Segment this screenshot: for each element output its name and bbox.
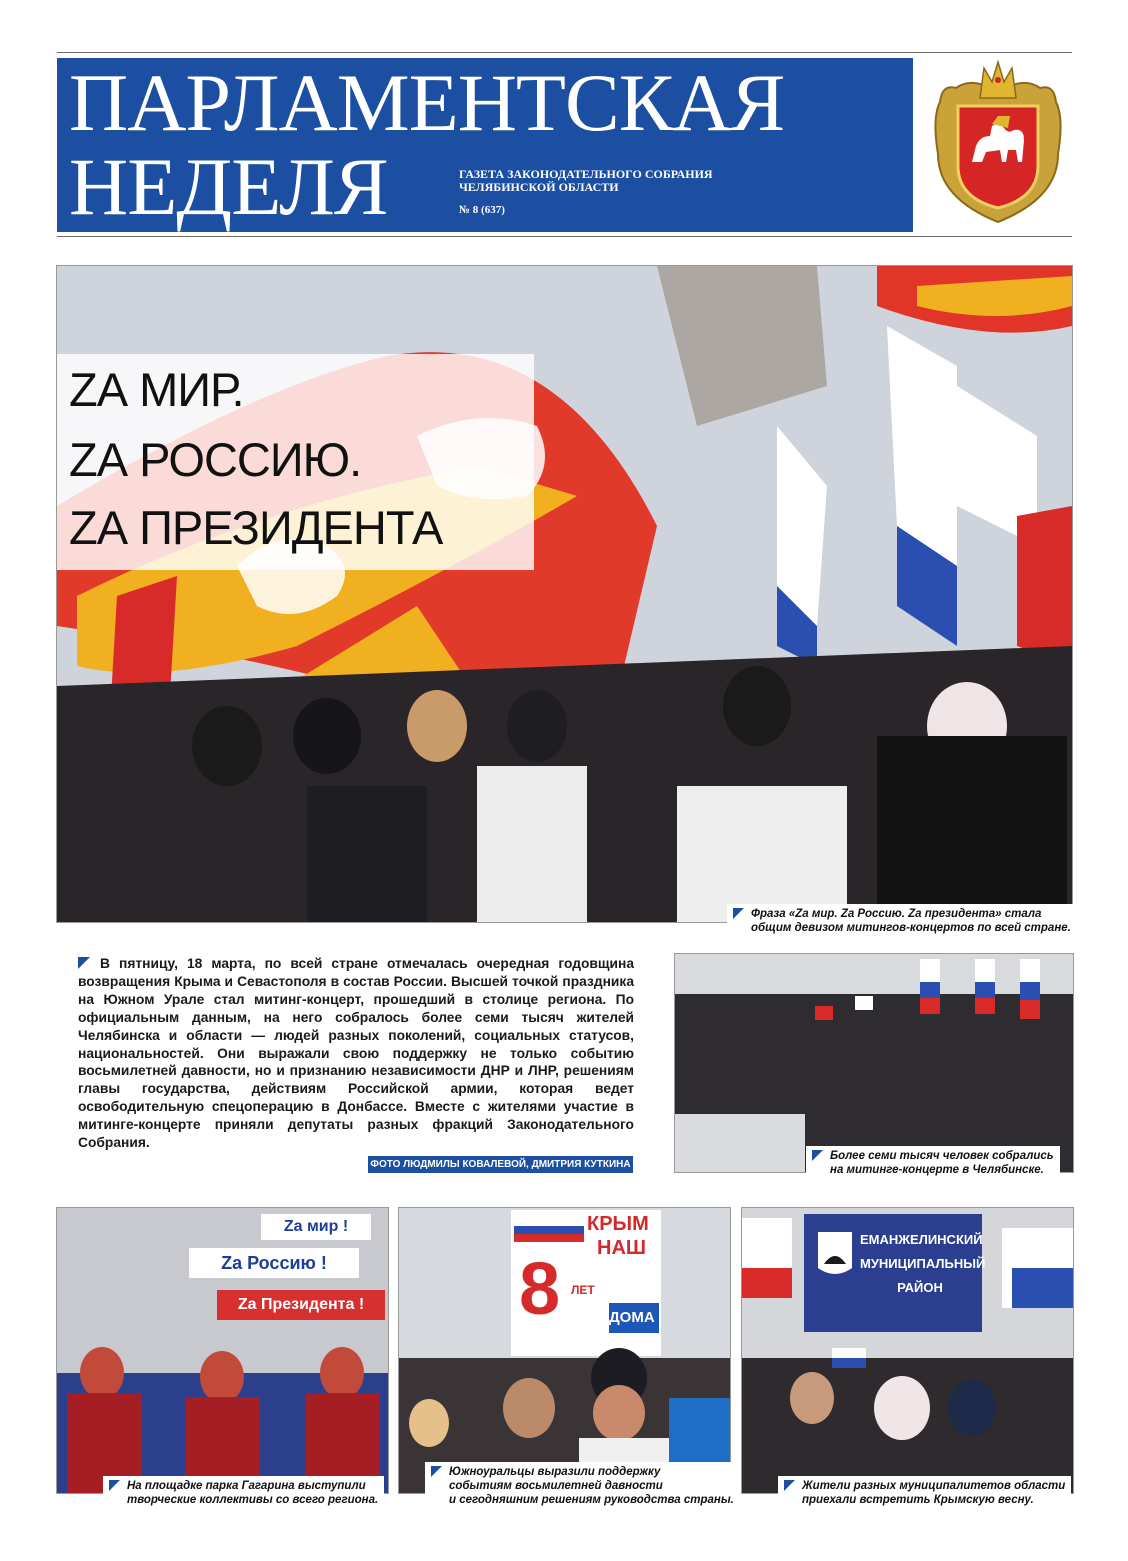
support-caption [425,1462,740,1510]
caption-line: Жители разных муниципалитетов области [802,1480,1066,1492]
crimea-banner-word: ЛЕТ [571,1283,595,1297]
masthead-subtitle-line2: ЧЕЛЯБИНСКОЙ ОБЛАСТИ [459,180,619,194]
district-banner-line: РАЙОН [897,1280,943,1295]
crowd-photo-art [675,954,1073,1172]
caption-marker-icon [733,908,744,919]
masthead-title-line2: НЕДЕЛЯ [69,141,388,232]
headline-box [57,354,534,570]
stage-banner-line: Zа Россию ! [189,1248,359,1278]
caption-line: творческие коллективы со всего региона. [127,1494,379,1506]
masthead [57,58,913,232]
issue-number: № 8 (637) [459,204,505,216]
hero-caption [727,904,1077,938]
singers-art [57,1333,388,1493]
caption-line: и сегодняшним решениям руководства страны. [449,1494,734,1506]
crimea-banner-number: 8 [519,1247,561,1330]
crowd-caption [806,1146,1060,1180]
crimea-banner-word: НАШ [597,1237,646,1259]
support-photo [398,1207,731,1494]
lead-text: В пятницу, 18 марта, по всей стране отмечалась очередная годовщина возвращения Крыма и Севастополя в состав России. Высшей точкой праздника на Южном Урале стал митинг-концерт, прошедший в столице региона. По официальным данным, на него собралось более семи тысяч жителей Челябинска и области — людей разных поколений, социальных статусов, национальностей. Они выражали свою поддержку не только событию восьмилетней давности, но и признанию независимости ДНР и ЛНР, решениям главы государства, действиям Российской армии, которая ведет освободительную спецоперацию в Донбассе. Вместе с жителями участие в митинге-концерте приняли депутаты разных фракций Законодательного Собрания. [78,956,634,1151]
masthead-title-line1: ПАРЛАМЕНТСКАЯ [69,58,785,148]
caption-line: Фраза «Zа мир. Zа Россию. Zа президента» стала [751,908,1042,920]
caption-line: общим девизом митингов-концертов по всей стране. [751,922,1071,934]
lead-marker-icon [78,957,90,969]
singers-photo [56,1207,389,1494]
municipal-photo [741,1207,1074,1494]
headline-line2: ZА РОССИЮ. [69,433,362,486]
masthead-subtitle-line1: ГАЗЕТА ЗАКОНОДАТЕЛЬНОГО СОБРАНИЯ [459,167,713,181]
caption-line: На площадке парка Гагарина выступили [127,1480,366,1492]
stage-banner [189,1214,385,1344]
district-banner-line: ЕМАНЖЕЛИНСКИЙ [860,1232,983,1247]
coat-of-arms-icon [928,58,1068,226]
headline-line1: ZА МИР. [69,363,244,416]
stage-banner-line: Zа Президента ! [217,1290,385,1320]
caption-marker-icon [784,1480,795,1491]
headline-line3: ZА ПРЕЗИДЕНТА [69,501,443,554]
district-banner-line: МУНИЦИПАЛЬНЫЙ [860,1256,986,1271]
crowd-photo [674,953,1074,1173]
district-banner-text [860,1228,986,1300]
caption-line: приехали встретить Крымскую весну. [802,1494,1034,1506]
crimea-banner-word: КРЫМ [587,1213,649,1235]
crimea-banner-text [511,1210,661,1356]
stage-banner-line: Zа мир ! [261,1214,371,1240]
singers-caption [103,1476,384,1510]
caption-marker-icon [431,1466,442,1477]
masthead-bottom-rule [57,236,1072,237]
caption-marker-icon [109,1480,120,1491]
caption-marker-icon [812,1150,823,1161]
caption-line: Более семи тысяч человек собрались [830,1150,1054,1162]
top-rule [57,52,1072,53]
caption-line: на митинге-концерте в Челябинске. [830,1164,1044,1176]
crimea-banner-word: ДОМА [609,1309,655,1326]
photo-credit: ФОТО ЛЮДМИЛЫ КОВАЛЕВОЙ, ДМИТРИЯ КУТКИНА [368,1156,633,1173]
caption-line: событиям восьмилетней давности [449,1480,663,1492]
masthead-subtitle [459,168,713,194]
caption-line: Южноуральцы выразили поддержку [449,1466,661,1478]
municipal-caption [778,1476,1071,1510]
lead-article [78,955,634,1152]
